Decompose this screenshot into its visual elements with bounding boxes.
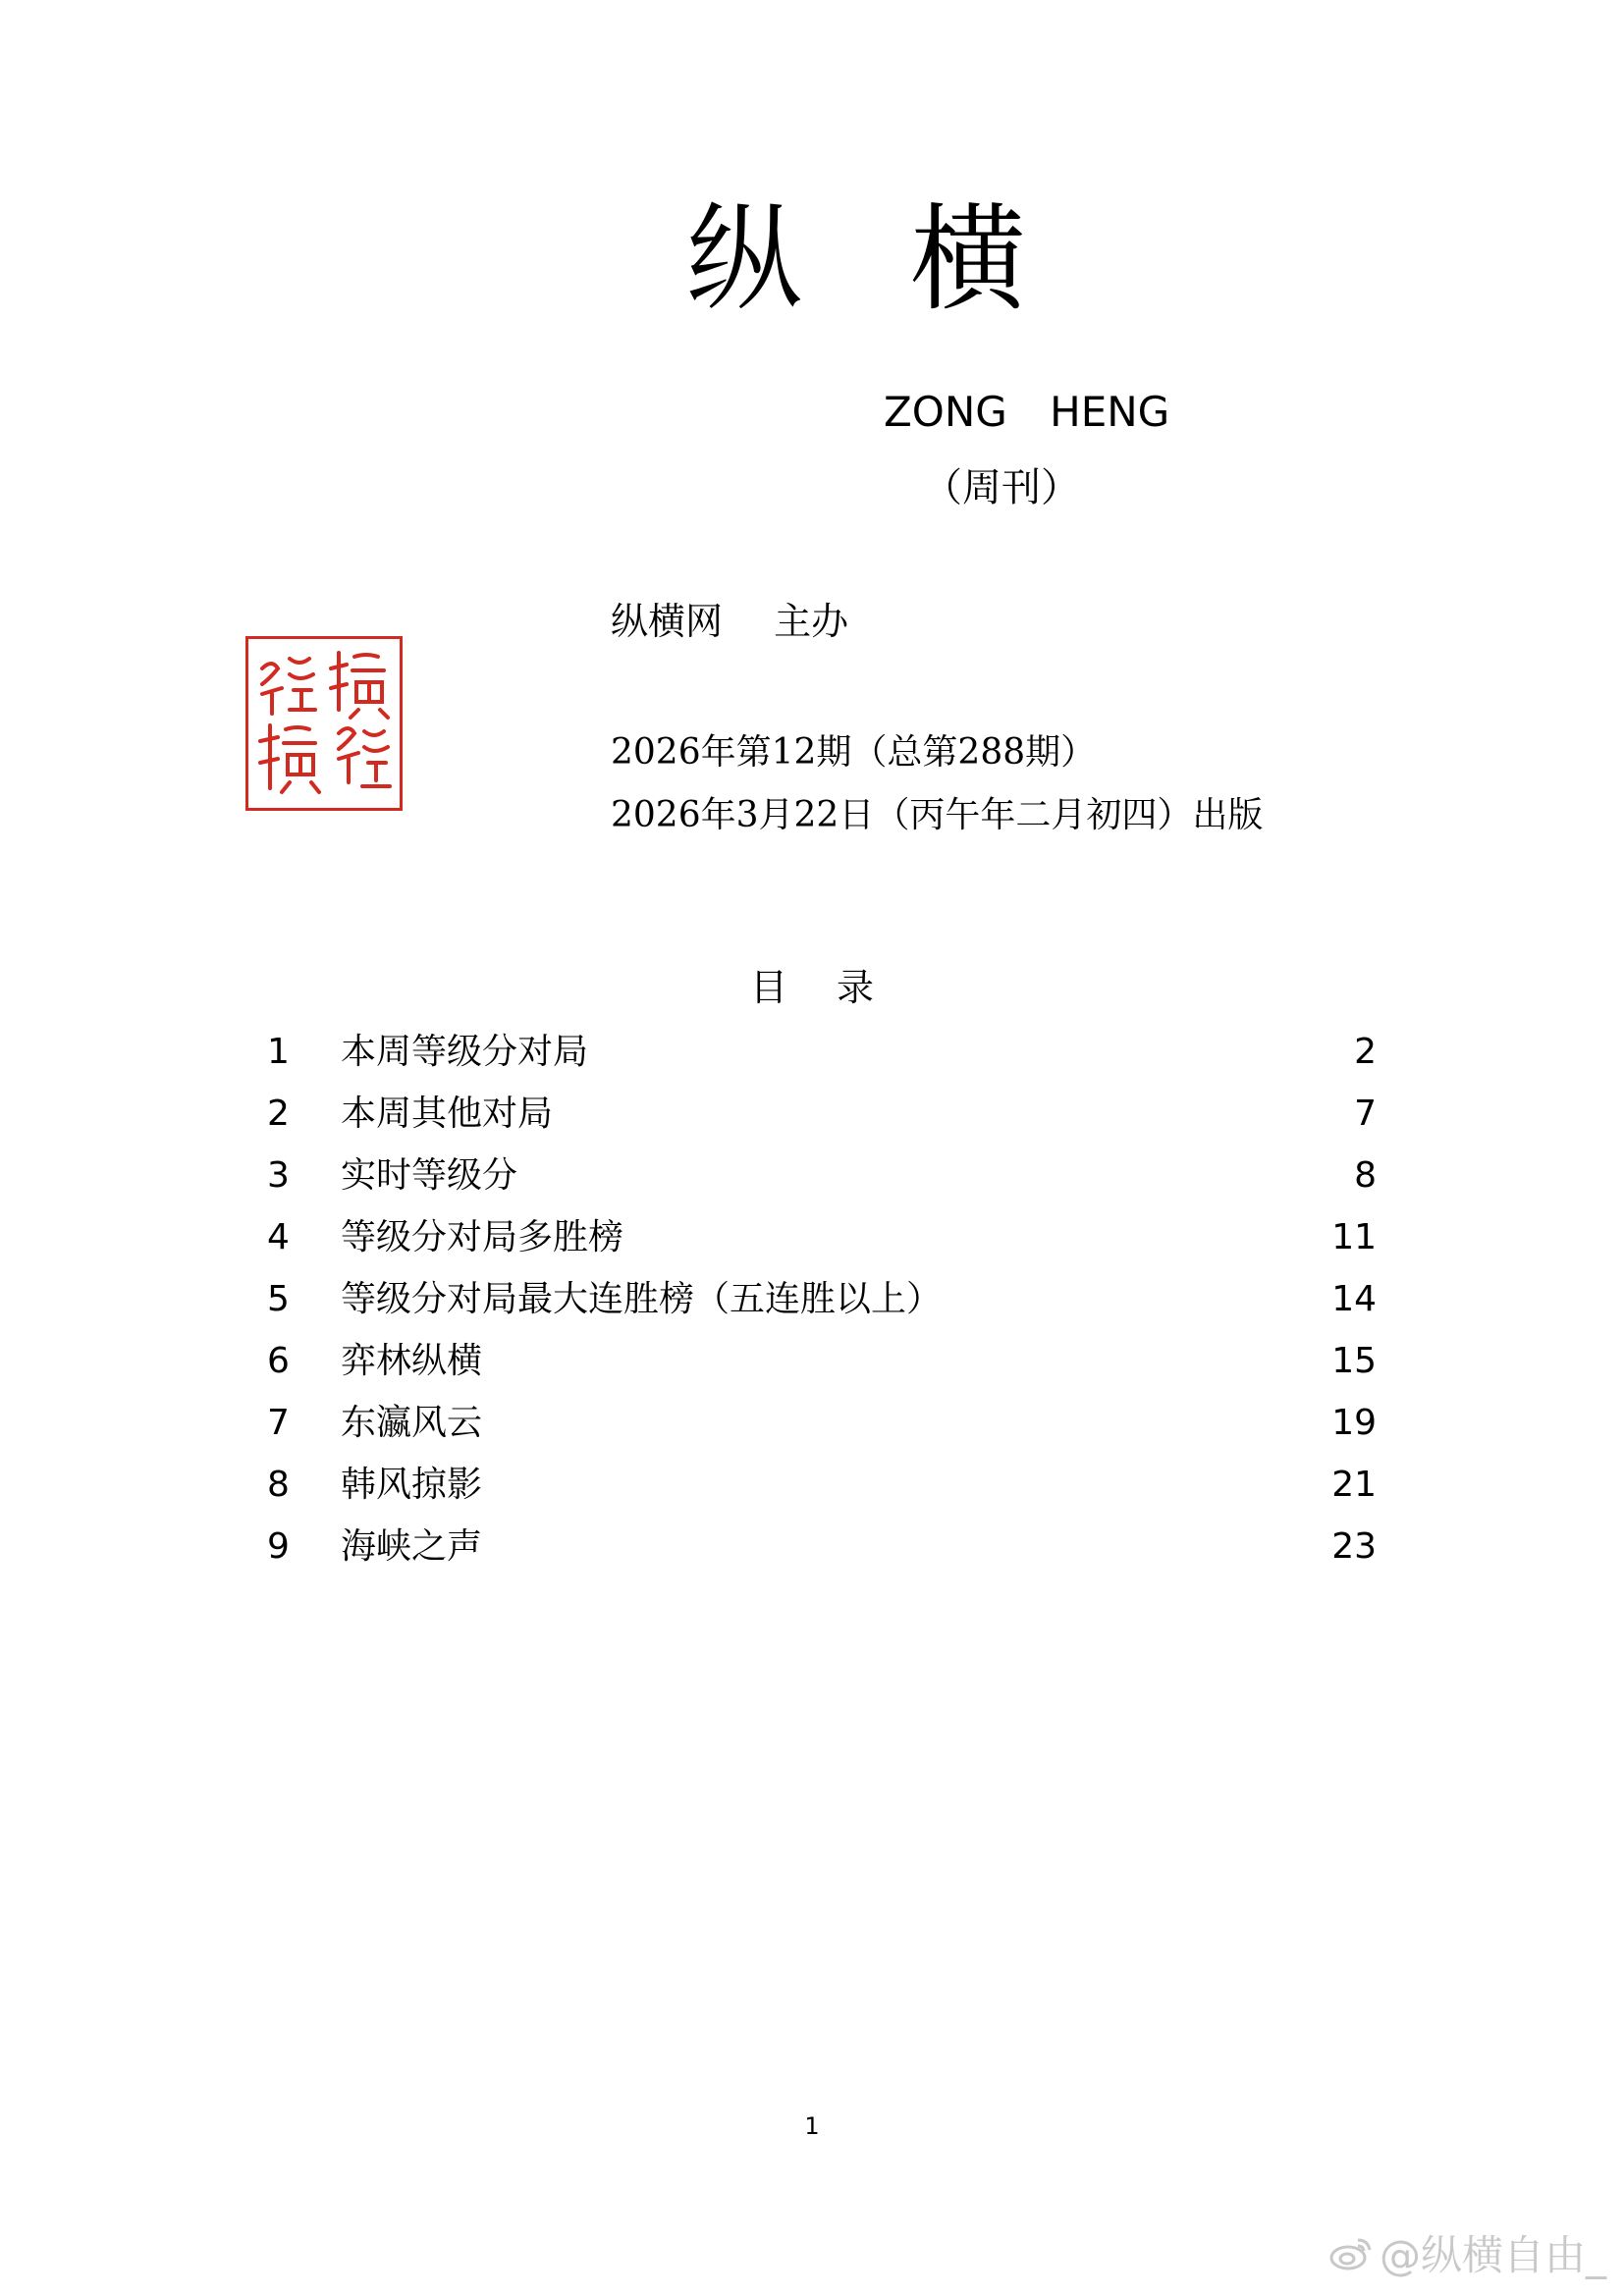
toc-item-title: 海峡之声	[341, 1526, 483, 1567]
toc-row	[267, 1454, 1377, 1516]
watermark-text: @纵横自由_	[1379, 2231, 1606, 2279]
page-number: 1	[804, 2112, 820, 2140]
toc-item-page: 15	[1331, 1341, 1377, 1381]
watermark	[1328, 2223, 1606, 2282]
magazine-title-chinese: 纵横	[685, 191, 1134, 327]
toc-item-page: 8	[1354, 1155, 1377, 1196]
toc-item-title: 等级分对局最大连胜榜（五连胜以上）	[341, 1279, 943, 1319]
toc-item-page: 7	[1354, 1094, 1377, 1134]
toc-row	[267, 1145, 1377, 1206]
toc-item-title: 等级分对局多胜榜	[341, 1217, 624, 1257]
sponsor-line: 纵横网 主办	[611, 600, 849, 643]
toc-item-page: 11	[1331, 1217, 1377, 1257]
toc-item-number: 5	[267, 1279, 290, 1319]
toc-item-page: 21	[1331, 1465, 1377, 1505]
table-of-contents	[267, 1021, 1377, 1577]
toc-row	[267, 1083, 1377, 1145]
toc-row	[267, 1516, 1377, 1577]
issue-number: 2026年第12期（总第288期）	[611, 732, 1097, 773]
toc-item-number: 8	[267, 1465, 290, 1505]
toc-item-title: 本周其他对局	[341, 1094, 554, 1134]
toc-row	[267, 1206, 1377, 1268]
toc-row	[267, 1021, 1377, 1083]
toc-item-number: 3	[267, 1155, 290, 1196]
toc-item-number: 4	[267, 1217, 290, 1257]
toc-item-page: 14	[1331, 1279, 1377, 1319]
toc-item-title: 东瀛风云	[341, 1403, 483, 1443]
toc-item-number: 6	[267, 1341, 290, 1381]
publish-date: 2026年3月22日（丙午年二月初四）出版	[611, 795, 1264, 835]
toc-row	[267, 1392, 1377, 1454]
toc-row	[267, 1268, 1377, 1330]
toc-item-number: 2	[267, 1094, 290, 1134]
toc-item-number: 7	[267, 1403, 290, 1443]
toc-row	[267, 1330, 1377, 1392]
toc-item-title: 实时等级分	[341, 1155, 518, 1196]
toc-item-number: 1	[267, 1032, 290, 1072]
toc-item-title: 韩风掠影	[341, 1465, 483, 1505]
toc-item-page: 19	[1331, 1403, 1377, 1443]
publication-frequency: （周刊）	[923, 465, 1080, 510]
toc-item-number: 9	[267, 1526, 290, 1567]
magazine-title-english: ZONG HENG	[884, 388, 1170, 436]
toc-item-title: 弈林纵横	[341, 1341, 483, 1381]
seal-glyphs	[248, 639, 400, 808]
toc-item-page: 23	[1331, 1526, 1377, 1567]
toc-item-page: 2	[1354, 1032, 1377, 1072]
toc-item-title: 本周等级分对局	[341, 1032, 589, 1072]
toc-heading: 目录	[749, 966, 923, 1009]
weibo-icon	[1328, 2234, 1374, 2271]
seal-stamp-icon	[245, 636, 403, 811]
